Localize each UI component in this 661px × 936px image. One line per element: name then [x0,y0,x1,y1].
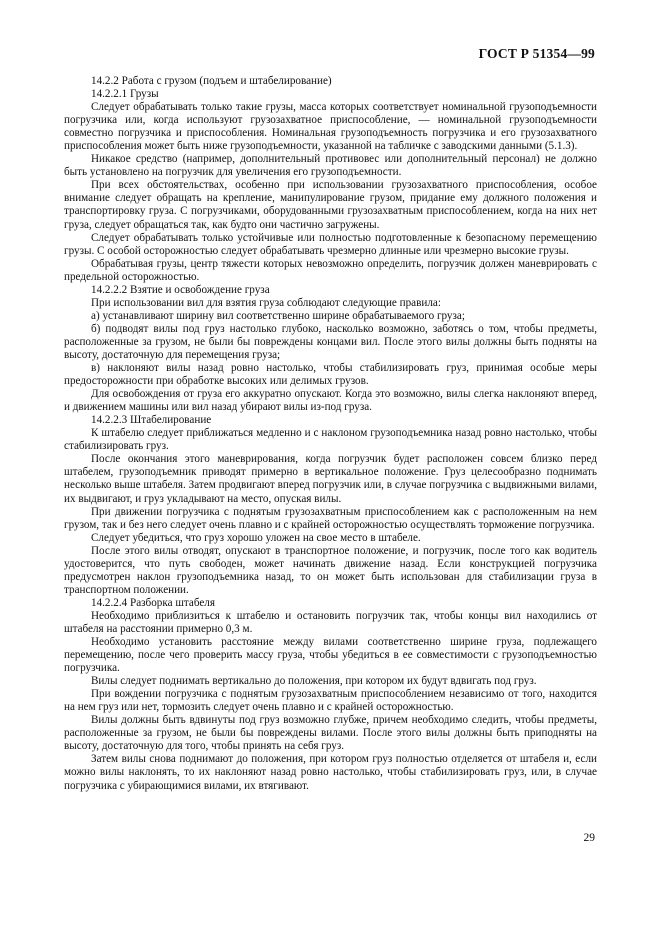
paragraph: Обрабатывая грузы, центр тяжести которых невозможно определить, погрузчик должен маневрировать с предельной осторожностью. [64,257,597,283]
paragraph: Следует убедиться, что груз хорошо уложен на свое место в штабеле. [91,531,421,544]
subsection-heading: 14.2.2.3 Штабелирование [91,414,212,427]
paragraph: Затем вилы снова поднимают до положения, при котором груз полностью отделяется от штабеля и, если можно вилы наклонять, то их наклоняют назад ровно настолько, чтобы стабилизировать груз, или, в случае погрузчика с убирающимися вилами, их втягивают. [64,753,597,792]
paragraph: После окончания этого маневрирования, когда погрузчик будет расположен совсем близко перед штабелем, грузоподъемник приводят примерно в вертикальное положение. Груз целесообразно поднимать несколько выше штабеля. Затем продвигают вперед погрузчик или, в случае погрузчика с выдвижными вилами, их выдвигают, и груз укладывают на место, опуская вилы. [64,453,597,505]
paragraph: Для освобождения от груза его аккуратно опускают. Когда это возможно, вилы слегка наклоняют вперед, и движением машины или вил назад убирают вилы из-под груза. [64,388,597,414]
list-item: б) подводят вилы под груз настолько глубоко, насколько возможно, заботясь о том, чтобы предметы, расположенные за грузом, не были бы повреждены концами вил. После этого вилы должны быть подняты на высоту, достаточную для перемещения груза; [64,322,597,361]
paragraph: Никакое средство (например, дополнительный противовес или дополнительный персонал) не должно быть установлено на погрузчик для увеличения его грузоподъемности. [64,153,597,179]
list-item: а) устанавливают ширину вил соответственно ширине обрабатываемого груза; [91,309,465,322]
paragraph: Вилы следует поднимать вертикально до положения, при котором их будут вдвигать под груз. [91,675,537,688]
subsection-heading: 14.2.2.2 Взятие и освобождение груза [91,283,270,296]
list-item: в) наклоняют вилы назад ровно настолько, чтобы стабилизировать груз, принимая особые меры предосторожности при обработке высоких или делимых грузов. [64,362,597,388]
document-body [64,75,597,793]
section-heading: 14.2.2 Работа с грузом (подъем и штабелирование) [91,75,332,87]
page-number: 29 [583,832,595,844]
paragraph: К штабелю следует приближаться медленно и с наклоном грузоподъемника назад ровно настолько, чтобы стабилизировать груз. [64,427,597,453]
subsection-heading: 14.2.2.4 Разборка штабеля [91,596,215,609]
paragraph: При движении погрузчика с поднятым грузозахватным приспособлением как с расположенным на нем грузом, так и без него следует очень плавно и с крайней осторожностью осуществлять торможение погрузчика. [64,505,597,531]
paragraph: Вилы должны быть вдвинуты под груз возможно глубже, причем необходимо следить, чтобы предметы, расположенные за грузом, не были бы повреждены вилами. После этого вилы должны быть приподняты на высоту, достаточную для того, чтобы принять на себя груз. [64,714,597,753]
paragraph: Следует обрабатывать только такие грузы, масса которых соответствует номинальной грузоподъемности погрузчика или, когда используют грузозахватное приспособление, — номинальной грузоподъемности совместно погрузчика и приспособления. Номинальная грузоподъемность погрузчика и его грузозахватного приспособления может быть ниже грузоподъемности, указанной на табличке с заводскими данными (5.1.3). [64,101,597,153]
subsection-heading: 14.2.2.1 Грузы [91,88,159,101]
paragraph: При всех обстоятельствах, особенно при использовании грузозахватного приспособления, особое внимание следует обращать на крепление, манипулирование грузом, придание ему должного положения и транспортировку груза. С погрузчиками, оборудованными грузозахватным приспособлением, когда на них нет груза, следует обращаться так, как будто они частично загружены. [64,179,597,231]
paragraph: При вождении погрузчика с поднятым грузозахватным приспособлением независимо от того, находится на нем груз или нет, тормозить следует очень плавно и с крайней осторожностью. [64,688,597,714]
paragraph: Необходимо приблизиться к штабелю и остановить погрузчик так, чтобы концы вил находились от штабеля на расстоянии примерно 0,3 м. [64,609,597,635]
paragraph: При использовании вил для взятия груза соблюдают следующие правила: [91,296,441,309]
paragraph: Следует обрабатывать только устойчивые или полностью подготовленные к безопасному перемещению грузы. С особой осторожностью следует обрабатывать чрезмерно длинные или чрезмерно высокие грузы. [64,231,597,257]
standard-header: ГОСТ Р 51354—99 [478,46,595,61]
paragraph: Необходимо установить расстояние между вилами соответственно ширине груза, подлежащего перемещению, после чего проверить массу груза, чтобы убедиться в ее совместимости с грузоподъемностью погрузчика. [64,636,597,675]
paragraph: После этого вилы отводят, опускают в транспортное положение, и погрузчик, после того как водитель удостоверится, что путь свободен, может начинать движение назад. Если конструкцией погрузчика предусмотрен наклон грузоподъемника назад, то он может быть использован для стабилизации груза в транспортном положении. [64,544,597,596]
